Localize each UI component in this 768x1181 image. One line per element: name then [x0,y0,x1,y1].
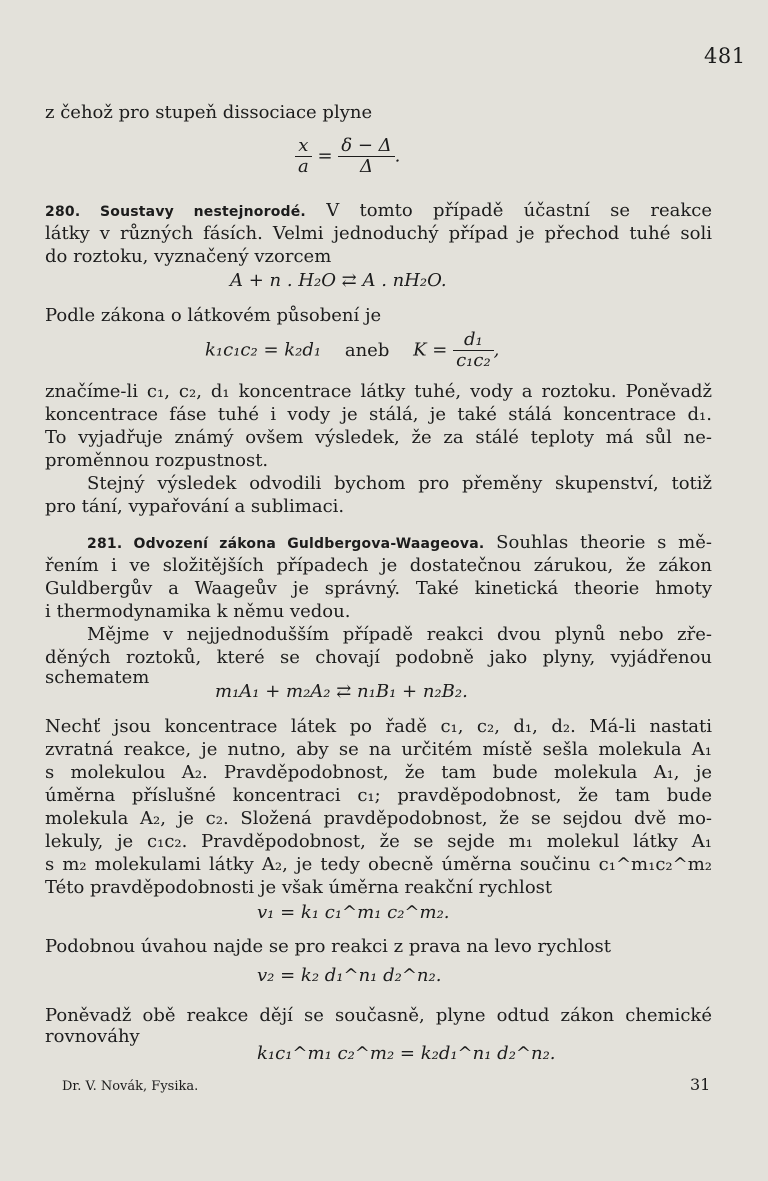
text-line: Stejný výsledek odvodili bychom pro přeměny skupenství, totiž [87,473,712,494]
footer-author: Dr. V. Novák, Fysika. [62,1079,199,1094]
text-line: s m₂ molekulami látky A₂, je tedy obecně úměrna součinu c₁^m₁c₂^m₂ [45,854,712,875]
section-280-heading: 280. Soustavy nestejnorodé. [45,204,306,220]
text-line: molekula A₂, je c₂. Složená pravděpodobnost, že se sejdou dvě mo- [45,808,712,829]
text-line: i thermodynamika k němu vedou. [45,601,351,622]
formula-rate-backward: v₂ = k₂ d₁^n₁ d₂^n₂. [257,965,442,986]
text-line: zvratná reakce, je nutno, aby se na určitém místě sešla molekula A₁ [45,739,712,760]
text-line: pro tání, vypařování a sublimaci. [45,496,345,517]
text-line: značíme-li c₁, c₂, d₁ koncentrace látky tuhé, vody a roztoku. Poněvadž [45,381,712,402]
text-line: s molekulou A₂. Pravděpodobnost, že tam bude molekula A₁, je [45,762,712,783]
text-line: rovnováhy [45,1026,140,1047]
text-line: Mějme v nejjednodušším případě reakci dvou plynů nebo zře- [87,624,712,645]
text-line: děných roztoků, které se chovají podobně jako plyny, vyjádřenou [45,647,712,668]
text-line: proměnnou rozpustnost. [45,450,269,471]
text-line: látky v různých fásích. Velmi jednoduchý případ je přechod tuhé soli [45,223,712,244]
section-280-first-line: 280. Soustavy nestejnorodé. V tomto případě účastní se reakce [45,200,712,221]
text-line: řením i ve složitějších případech je dostatečnou zárukou, že zákon [45,555,712,576]
text-line: schematem [45,667,150,688]
formula-dissolution: A + n . H₂O ⇄ A . nH₂O. [230,270,447,291]
footer-sheet-number: 31 [690,1075,711,1094]
text-line: Guldbergův a Waageův je správný. Také kinetická theorie hmoty [45,578,712,599]
page-number: 481 [704,44,746,68]
text-line: do roztoku, vyznačený vzorcem [45,246,332,267]
formula-rate-forward: v₁ = k₁ c₁^m₁ c₂^m₂. [257,902,450,923]
text-line: Poněvadž obě reakce dějí se současně, plyne odtud zákon chemické [45,1005,712,1026]
text-line: Této pravděpodobnosti je však úměrna reakční rychlost [45,877,553,898]
text-line: To vyjadřuje známý ovšem výsledek, že za stálé teploty má sůl ne- [45,427,712,448]
formula-dissociation: $\frac{x}{a}$ = $\frac{\delta - \Delta}{\Delta}$ . [295,136,400,177]
text-line: z čehož pro stupeň dissociace plyne [45,102,373,123]
text-line: lekuly, je c₁c₂. Pravděpodobnost, že se sejde m₁ molekul látky A₁ [45,831,712,852]
text-line: úměrna příslušné koncentraci c₁; pravděpodobnost, že tam bude [45,785,712,806]
section-281-first-line: 281. Odvození zákona Guldbergova-Waageova. Souhlas theorie s mě- [87,532,712,553]
text-line: koncentrace fáse tuhé i vody je stálá, je také stálá koncentrace d₁. [45,404,712,425]
section-281-heading: 281. Odvození zákona Guldbergova-Waageova. [87,536,485,552]
text-line: Podobnou úvahou najde se pro reakci z prava na levo rychlost [45,936,612,957]
text-line: Podle zákona o látkovém působení je [45,305,382,326]
formula-mass-action: k₁c₁c₂ = k₂d₁ aneb K = $\frac{\text{d₁}}{\text{c₁c₂}}$ , [205,329,500,371]
text-line: Nechť jsou koncentrace látek po řadě c₁, c₂, d₁, d₂. Má-li nastati [45,716,712,737]
formula-equilibrium: k₁c₁^m₁ c₂^m₂ = k₂d₁^n₁ d₂^n₂. [257,1043,556,1064]
formula-reaction-scheme: m₁A₁ + m₂A₂ ⇄ n₁B₁ + n₂B₂. [215,681,468,702]
